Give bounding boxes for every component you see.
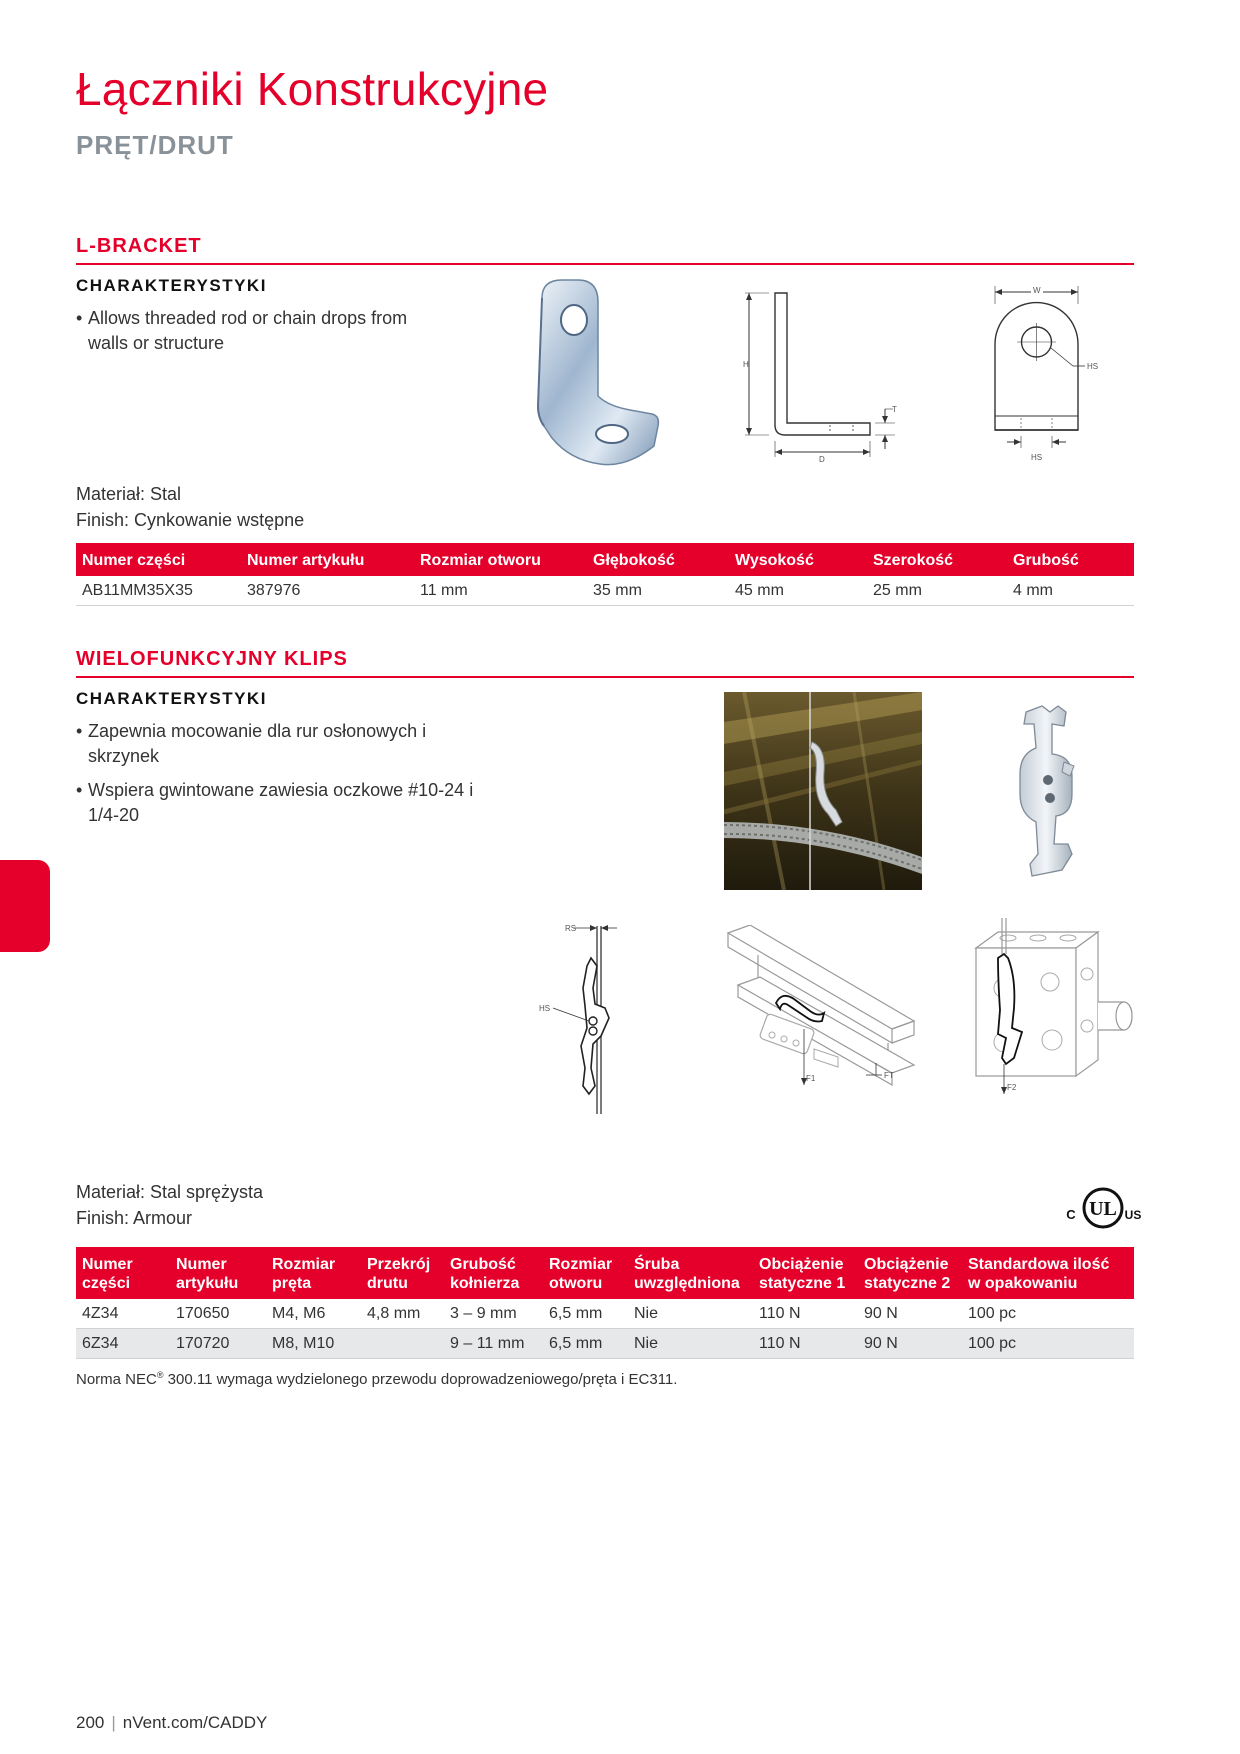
column-header: Grubość (1007, 543, 1134, 576)
dim-label-rs: RS (565, 924, 577, 933)
footer-url[interactable]: nVent.com/CADDY (122, 1713, 268, 1732)
finish-label: Finish: Armour (76, 1208, 193, 1228)
feature-item: • Wspiera gwintowane zawiesia oczkowe #10-24 i 1/4-20 (76, 778, 476, 828)
page-subtitle: PRĘT/DRUT (76, 130, 234, 160)
column-header: Numer części (76, 543, 241, 576)
table-cell: 6,5 mm (543, 1299, 628, 1329)
clip-dimension-drawing (535, 918, 635, 1118)
table-cell: 110 N (753, 1329, 858, 1359)
table-cell: 100 pc (962, 1329, 1134, 1359)
feature-item: • Allows threaded rod or chain drops from walls or structure (76, 306, 446, 356)
table-cell: 3 – 9 mm (444, 1299, 543, 1329)
column-header: Numer artykułu (241, 543, 414, 576)
installation-photo (724, 692, 922, 890)
column-header: Numer części (76, 1247, 170, 1299)
table-cell: M8, M10 (266, 1329, 361, 1359)
feature-list (76, 306, 446, 365)
table-row (76, 1329, 1134, 1359)
column-header: Głębokość (587, 543, 729, 576)
table-cell: 170650 (170, 1299, 266, 1329)
table-cell: 6Z34 (76, 1329, 170, 1359)
beam-mount-drawing (718, 925, 923, 1105)
l-bracket-side-drawing (735, 285, 900, 470)
dim-label-f2: F2 (1007, 1083, 1017, 1092)
table-cell: 6,5 mm (543, 1329, 628, 1359)
table-cell: 100 pc (962, 1299, 1134, 1329)
box-mount-drawing (968, 918, 1138, 1108)
characteristics-heading: CHARAKTERYSTYKI (76, 689, 267, 708)
table-cell: 90 N (858, 1299, 962, 1329)
material-label: Materiał: Stal sprężysta (76, 1182, 264, 1202)
table-cell: 110 N (753, 1299, 858, 1329)
page-title: Łączniki Konstrukcyjne (76, 63, 549, 115)
table-header-row (76, 1247, 1134, 1299)
table-cell: 387976 (241, 576, 414, 606)
page-number: 200 (76, 1713, 105, 1732)
ul-mark-text: UL (1089, 1198, 1117, 1220)
table-cell: 35 mm (587, 576, 729, 606)
table-cell: 25 mm (867, 576, 1007, 606)
section-title-l-bracket: L-BRACKET (76, 235, 202, 257)
dim-label-h: H (743, 360, 749, 369)
cul-mark-text: C (1066, 1207, 1076, 1222)
dim-label-w: W (1033, 286, 1041, 295)
dim-label-hs: HS (539, 1004, 551, 1013)
column-header: Numer artykułu (170, 1247, 266, 1299)
us-mark-text: US (1124, 1208, 1142, 1222)
table-cell: AB11MM35X35 (76, 576, 241, 606)
finish-label: Finish: Cynkowanie wstępne (76, 510, 305, 530)
section-divider (76, 263, 1134, 265)
column-header: Rozmiar otworu (543, 1247, 628, 1299)
feature-item: • Zapewnia mocowanie dla rur osłonowych i skrzynek (76, 719, 476, 769)
dim-label-d: D (819, 455, 825, 464)
dim-label-ft: FT (884, 1071, 894, 1080)
dim-label-f1: F1 (806, 1074, 816, 1083)
nec-footnote: Norma NEC® 300.11 wymaga wydzielonego przewodu doprowadzeniowego/pręta i EC311. (76, 1370, 678, 1388)
column-header: Obciążenie statyczne 1 (753, 1247, 858, 1299)
table-cell: 4 mm (1007, 576, 1134, 606)
table-cell: 9 – 11 mm (444, 1329, 543, 1359)
table-cell: M4, M6 (266, 1299, 361, 1329)
dim-label-hs-top: HS (1087, 362, 1099, 371)
column-header: Obciążenie statyczne 2 (858, 1247, 962, 1299)
characteristics-heading: CHARAKTERYSTYKI (76, 276, 267, 295)
table-cell: 4,8 mm (361, 1299, 444, 1329)
table-cell: 4Z34 (76, 1299, 170, 1329)
table-cell: 11 mm (414, 576, 587, 606)
culus-certification-logo (1064, 1186, 1142, 1230)
material-label: Materiał: Stal (76, 484, 182, 504)
column-header: Przekrój drutu (361, 1247, 444, 1299)
column-header: Rozmiar pręta (266, 1247, 361, 1299)
clip-spec-table (76, 1247, 1134, 1359)
column-header: Standardowa ilość w opakowaniu (962, 1247, 1134, 1299)
table-cell: 90 N (858, 1329, 962, 1359)
table-cell: 170720 (170, 1329, 266, 1359)
section-divider (76, 676, 1134, 678)
column-header: Grubość kołnierza (444, 1247, 543, 1299)
table-cell (361, 1329, 444, 1359)
column-header: Rozmiar otworu (414, 543, 587, 576)
table-header-row (76, 543, 1134, 576)
footer-separator: | (111, 1713, 116, 1732)
table-cell: Nie (628, 1299, 753, 1329)
column-header: Wysokość (729, 543, 867, 576)
l-bracket-spec-table (76, 543, 1134, 606)
table-cell: 45 mm (729, 576, 867, 606)
l-bracket-front-drawing (985, 280, 1120, 475)
page-footer (76, 1713, 267, 1733)
l-bracket-photo (530, 278, 670, 478)
feature-list (76, 719, 476, 837)
dim-label-t: T (892, 405, 897, 414)
section-title-multi-clip: WIELOFUNKCYJNY KLIPS (76, 648, 348, 670)
table-row (76, 1299, 1134, 1329)
table-row (76, 576, 1134, 606)
column-header: Szerokość (867, 543, 1007, 576)
table-cell: Nie (628, 1329, 753, 1359)
column-header: Śruba uwzględniona (628, 1247, 753, 1299)
dim-label-hs-bottom: HS (1031, 453, 1043, 462)
clip-photo (1012, 704, 1094, 880)
section-side-tab (0, 860, 50, 952)
